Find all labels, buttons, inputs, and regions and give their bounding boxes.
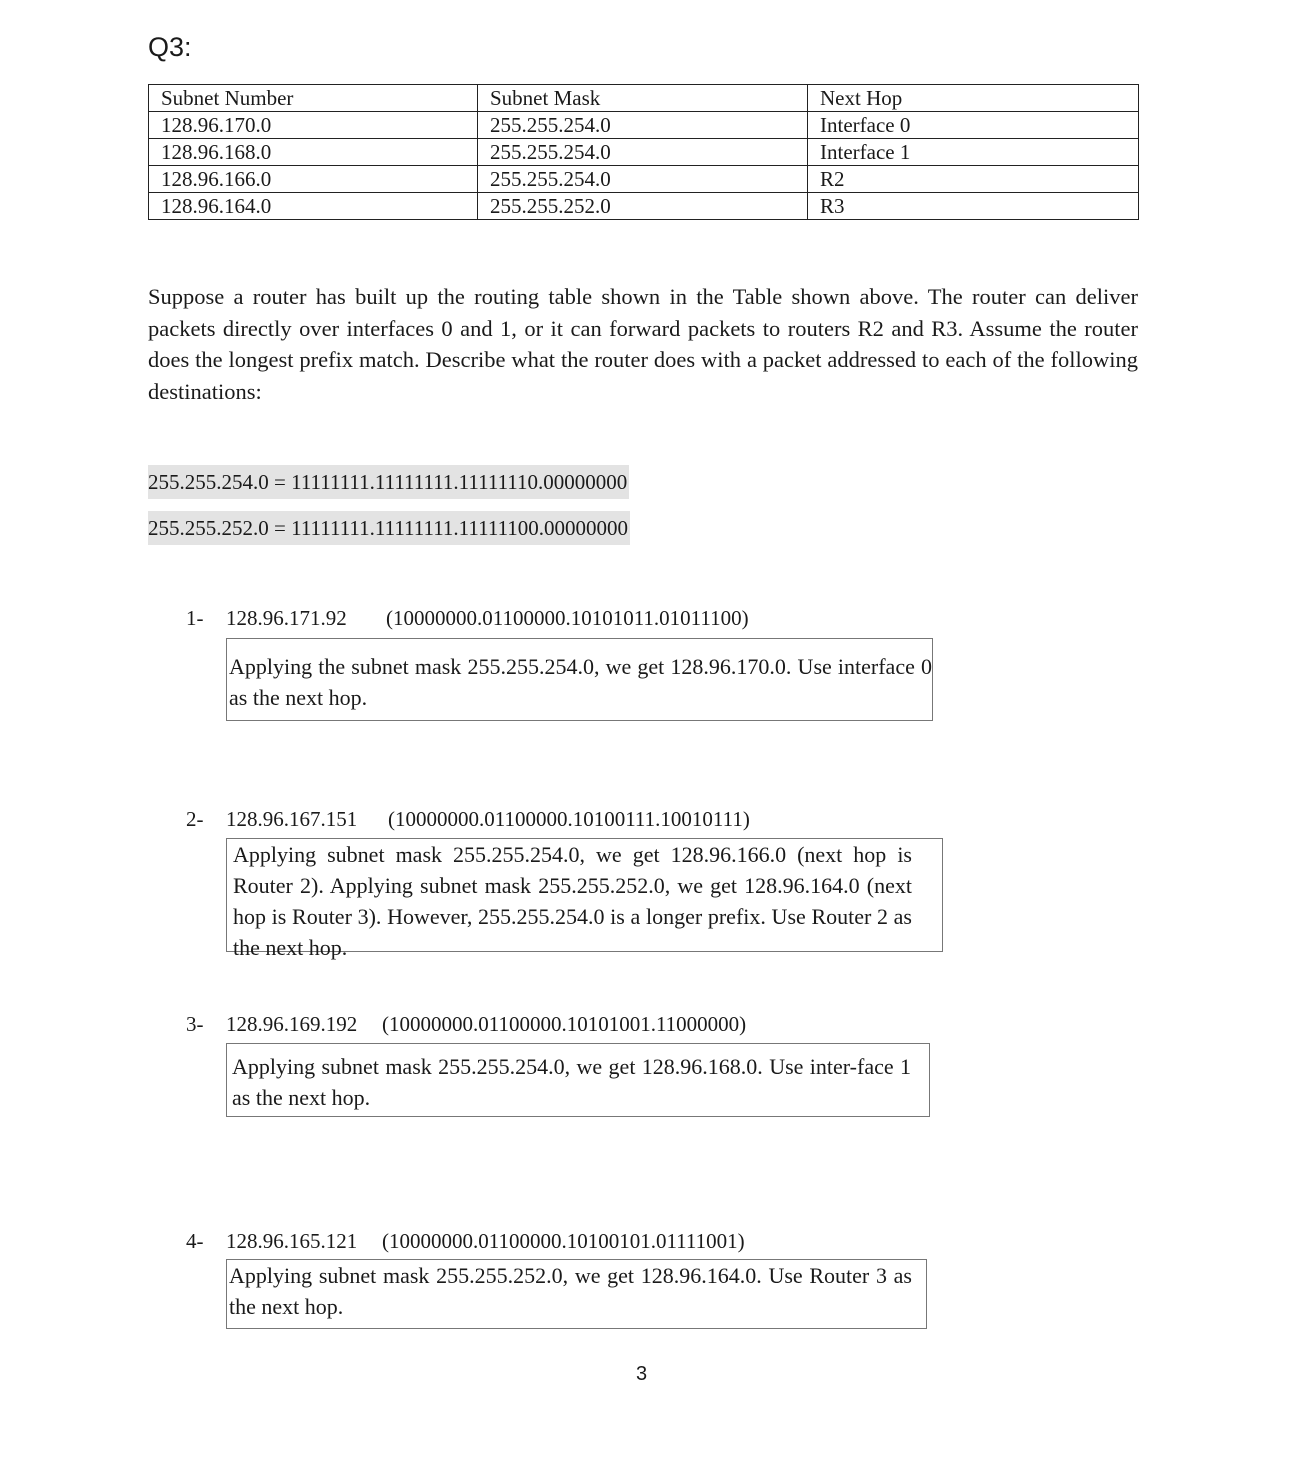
- cell-next-hop: R3: [808, 193, 1139, 220]
- destination-item: [186, 1229, 745, 1254]
- cell-next-hop: Interface 0: [808, 112, 1139, 139]
- cell-subnet-mask: 255.255.252.0: [478, 193, 808, 220]
- problem-statement: Suppose a router has built up the routing table shown in the Table shown above. The router can deliver packets directly over interfaces 0 and 1, or it can forward packets to routers R2 and R3. Assume the router does the longest prefix match. Describe what the router does with a packet addressed to each of the following destinations:: [148, 284, 1138, 404]
- destination-address: 128.96.165.121: [226, 1229, 358, 1253]
- cell-subnet-mask: 255.255.254.0: [478, 166, 808, 193]
- cell-subnet-number: 128.96.166.0: [149, 166, 478, 193]
- answer-box: Applying subnet mask 255.255.254.0, we get 128.96.166.0 (next hop is Router 2). Applying subnet mask 255.255.252.0, we get 128.96.164.0 (next hop is Router 3). However, 255.255.254.0 is a longer prefix. Use Router 2 as the next hop.: [226, 838, 943, 952]
- question-title: Q3:: [148, 32, 192, 62]
- mask-conversion-254: 255.255.254.0 = 11111111.11111111.11111110.00000000: [148, 465, 629, 499]
- cell-subnet-number: 128.96.164.0: [149, 193, 478, 220]
- answer-box: Applying subnet mask 255.255.254.0, we get 128.96.168.0. Use inter-face 1 as the next hop.: [226, 1043, 930, 1117]
- destination-binary: (10000000.01100000.10100101.01111001): [382, 1229, 745, 1253]
- table-row: [149, 166, 1139, 193]
- table-row: [149, 193, 1139, 220]
- destination-item: [186, 606, 749, 631]
- answer-box: Applying subnet mask 255.255.252.0, we get 128.96.164.0. Use Router 3 as the next hop.: [226, 1259, 927, 1329]
- header-subnet-number: Subnet Number: [149, 85, 478, 112]
- table-row: [149, 139, 1139, 166]
- cell-next-hop: Interface 1: [808, 139, 1139, 166]
- destination-binary: (10000000.01100000.10101011.01011100): [386, 606, 749, 630]
- routing-table: [148, 84, 1139, 220]
- header-next-hop: Next Hop: [808, 85, 1139, 112]
- header-subnet-mask: Subnet Mask: [478, 85, 808, 112]
- cell-subnet-number: 128.96.170.0: [149, 112, 478, 139]
- cell-subnet-mask: 255.255.254.0: [478, 139, 808, 166]
- page-number: 3: [636, 1363, 648, 1385]
- table-row: [149, 112, 1139, 139]
- destination-item: [186, 1012, 746, 1037]
- destination-binary: (10000000.01100000.10101001.11000000): [382, 1012, 747, 1036]
- destination-binary: (10000000.01100000.10100111.10010111): [388, 807, 750, 831]
- destination-number: 1-: [186, 606, 204, 630]
- cell-subnet-number: 128.96.168.0: [149, 139, 478, 166]
- destination-address: 128.96.169.192: [226, 1012, 358, 1036]
- mask-conversion-252: 255.255.252.0 = 11111111.11111111.11111100.00000000: [148, 511, 630, 545]
- destination-number: 3-: [186, 1012, 204, 1036]
- cell-next-hop: R2: [808, 166, 1139, 193]
- answer-box: Applying the subnet mask 255.255.254.0, we get 128.96.170.0. Use interface 0 as the next hop.: [226, 638, 933, 721]
- cell-subnet-mask: 255.255.254.0: [478, 112, 808, 139]
- destination-address: 128.96.171.92: [226, 606, 347, 630]
- destination-item: [186, 807, 750, 832]
- destination-address: 128.96.167.151: [226, 807, 358, 831]
- destination-number: 2-: [186, 807, 204, 831]
- destination-number: 4-: [186, 1229, 204, 1253]
- table-header-row: [149, 85, 1139, 112]
